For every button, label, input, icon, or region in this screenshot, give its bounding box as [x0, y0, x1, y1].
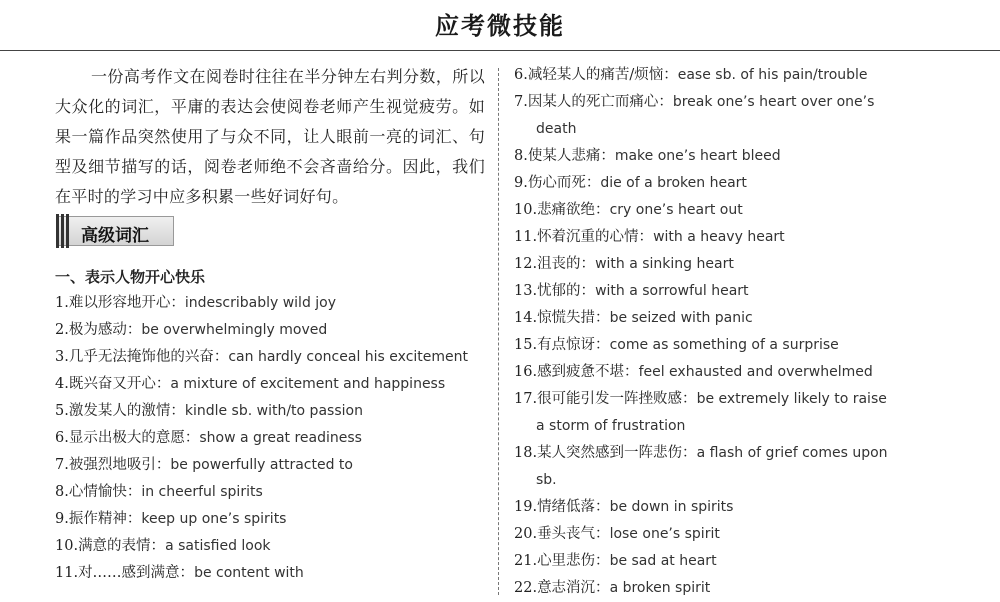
item-english: ease sb. of his pain/trouble [677, 67, 868, 83]
vocab-item [514, 386, 946, 440]
item-number: 6. [55, 430, 69, 446]
item-chinese: 悲痛欲绝： [537, 202, 610, 218]
item-chinese: 显示出极大的意愿： [68, 430, 200, 446]
left-vocab-list [55, 290, 495, 587]
item-english: be sad at heart [609, 553, 717, 569]
item-chinese: 振作精神： [68, 511, 142, 527]
item-chinese: 使某人悲痛： [527, 148, 615, 164]
vocab-item [514, 494, 946, 521]
vocab-item [55, 371, 495, 398]
item-chinese: 垂头丧气： [537, 526, 610, 542]
section-marker-icon [56, 214, 70, 248]
vocab-item [55, 452, 495, 479]
item-number: 10. [55, 538, 79, 554]
item-number: 7. [514, 94, 528, 110]
vocab-item [55, 479, 495, 506]
item-number: 4. [55, 376, 69, 392]
item-english-continued: death [536, 121, 577, 137]
item-chinese: 某人突然感到一阵悲伤： [537, 445, 697, 461]
item-english: be down in spirits [609, 499, 734, 515]
item-chinese: 减轻某人的痛苦/烦恼： [527, 67, 678, 83]
item-english: break one’s heart over one’s [672, 94, 875, 110]
vocab-item [55, 506, 495, 533]
item-english-continued: sb. [536, 472, 557, 488]
vocab-item [514, 332, 946, 359]
item-chinese: 几乎无法掩饰他的兴奋： [68, 349, 229, 365]
item-english: lose one’s spirit [609, 526, 720, 542]
item-number: 15. [514, 337, 538, 353]
item-english: can hardly conceal his excitement [228, 349, 468, 365]
item-number: 9. [55, 511, 69, 527]
item-english: cry one’s heart out [609, 202, 743, 218]
item-number: 11. [55, 565, 79, 581]
item-chinese: 满意的表情： [78, 538, 166, 554]
vocab-item [514, 548, 946, 575]
vocab-item [55, 560, 495, 587]
item-number: 5. [55, 403, 69, 419]
item-english: kindle sb. with/to passion [184, 403, 363, 419]
vocab-item [514, 359, 946, 386]
vocab-item [514, 143, 946, 170]
item-english: die of a broken heart [600, 175, 747, 191]
item-number: 8. [55, 484, 69, 500]
section-label: 高级词汇 [81, 226, 149, 246]
item-english: in cheerful spirits [141, 484, 263, 500]
vocab-item [514, 197, 946, 224]
item-english: be powerfully attracted to [170, 457, 353, 473]
item-english: make one’s heart bleed [614, 148, 781, 164]
item-number: 22. [514, 580, 538, 596]
item-number: 1. [55, 295, 69, 311]
item-english: a mixture of excitement and happiness [170, 376, 446, 392]
vocab-item [55, 290, 495, 317]
item-chinese: 对……感到满意： [78, 565, 195, 581]
item-english: be extremely likely to raise [696, 391, 887, 407]
item-number: 16. [514, 364, 538, 380]
item-chinese: 伤心而死： [527, 175, 601, 191]
item-chinese: 被强烈地吸引： [68, 457, 171, 473]
vocab-item [514, 170, 946, 197]
item-english: be overwhelmingly moved [141, 322, 328, 338]
item-number: 2. [55, 322, 69, 338]
item-number: 18. [514, 445, 538, 461]
vocab-item [514, 521, 946, 548]
item-english: with a sinking heart [595, 256, 734, 272]
item-chinese: 心里悲伤： [537, 553, 610, 569]
item-chinese: 忧郁的： [537, 283, 596, 299]
item-chinese: 因某人的死亡而痛心： [527, 94, 673, 110]
item-chinese: 很可能引发一阵挫败感： [537, 391, 697, 407]
item-number: 14. [514, 310, 538, 326]
page-title: 应考微技能 [435, 12, 565, 40]
item-english: with a heavy heart [653, 229, 785, 245]
item-chinese: 意志消沉： [537, 580, 610, 596]
item-number: 17. [514, 391, 538, 407]
item-chinese: 情绪低落： [537, 499, 610, 515]
item-english: feel exhausted and overwhelmed [638, 364, 873, 380]
item-english: a flash of grief comes upon [696, 445, 888, 461]
item-english: be seized with panic [609, 310, 753, 326]
item-english: indescribably wild joy [184, 295, 337, 311]
item-english: keep up one’s spirits [141, 511, 287, 527]
vocab-item [514, 305, 946, 332]
vocab-item [514, 89, 946, 143]
item-english: show a great readiness [199, 430, 362, 446]
item-chinese: 极为感动： [68, 322, 142, 338]
item-chinese: 有点惊讶： [537, 337, 610, 353]
item-number: 20. [514, 526, 538, 542]
vocab-item [55, 317, 495, 344]
item-number: 11. [514, 229, 538, 245]
vocab-item [514, 278, 946, 305]
item-number: 9. [514, 175, 528, 191]
item-number: 6. [514, 67, 528, 83]
item-english: with a sorrowful heart [595, 283, 749, 299]
section-tag [58, 216, 174, 246]
vocab-item [55, 398, 495, 425]
item-number: 8. [514, 148, 528, 164]
item-chinese: 感到疲惫不堪： [537, 364, 639, 380]
item-english: a broken spirit [609, 580, 711, 596]
item-chinese: 惊慌失措： [537, 310, 610, 326]
item-chinese: 激发某人的激情： [68, 403, 185, 419]
item-number: 13. [514, 283, 538, 299]
subheading: 一、表示人物开心快乐 [55, 268, 206, 286]
vocab-item [514, 440, 946, 494]
vocab-item [514, 224, 946, 251]
vocab-item [514, 62, 946, 89]
item-number: 21. [514, 553, 538, 569]
title-rule [0, 50, 1000, 51]
item-english: come as something of a surprise [609, 337, 839, 353]
vocab-item [55, 533, 495, 560]
item-number: 7. [55, 457, 69, 473]
item-chinese: 既兴奋又开心： [68, 376, 171, 392]
intro-paragraph: 一份高考作文在阅卷时往往在半分钟左右判分数，所以大众化的词汇，平庸的表达会使阅卷老师产生视觉疲劳。如果一篇作品突然使用了与众不同，让人眼前一亮的词汇、句型及细节描写的话，阅卷老师绝不会吝啬给分。因此，我们在平时的学习中应多积累一些好词好句。 [55, 67, 485, 206]
item-number: 12. [514, 256, 538, 272]
item-english: a satisfied look [165, 538, 271, 554]
item-english-continued: a storm of frustration [536, 418, 686, 434]
column-divider [498, 68, 499, 595]
right-vocab-list [514, 62, 946, 602]
vocab-item [514, 251, 946, 278]
item-number: 10. [514, 202, 538, 218]
item-number: 3. [55, 349, 69, 365]
item-number: 19. [514, 499, 538, 515]
vocab-item [55, 425, 495, 452]
item-chinese: 沮丧的： [537, 256, 596, 272]
vocab-item [55, 344, 495, 371]
item-chinese: 难以形容地开心： [68, 295, 185, 311]
item-chinese: 怀着沉重的心情： [537, 229, 654, 245]
vocab-item [514, 575, 946, 602]
item-chinese: 心情愉快： [68, 484, 142, 500]
item-english: be content with [194, 565, 304, 581]
left-column [55, 62, 485, 212]
